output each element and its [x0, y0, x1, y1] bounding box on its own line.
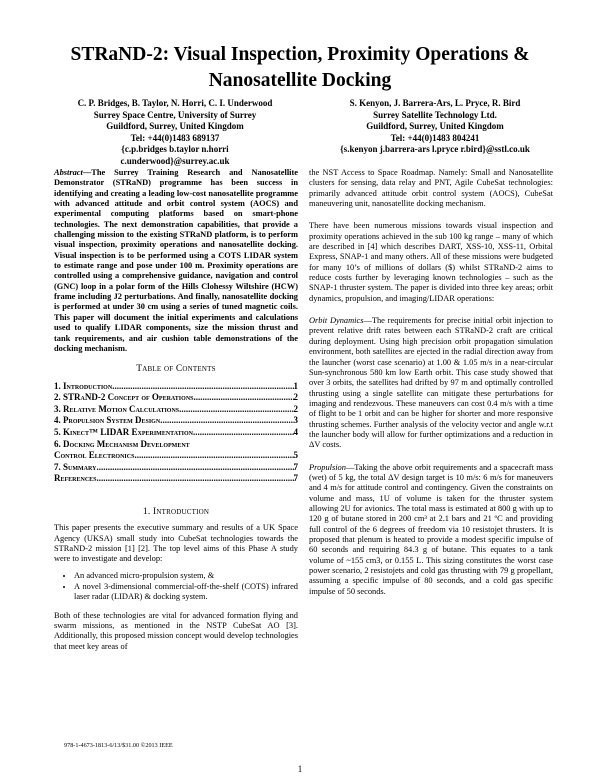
body-paragraph: There have been numerous missions towards visual inspection and proximity operations achieved in the sub 100 kg range – many of which are described in [4] which describes DART, XSS-10, XSS-11, Orbital Express, SNAP-1 and many others. All of these missions were budgeted for many 10’s of millions of dollars ($) whilst STRaND-2 aims to reduce costs further by leveraging known technologies – such as the SNAP-1 thruster system. The paper is divided into three key areas; orbit dynamics, propulsion, and imaging/LIDAR operations: — [309, 221, 553, 303]
author-email: {s.kenyon j.barrera-ars l.pryce r.bird}@sstl.co.uk — [340, 144, 530, 155]
toc-entry[interactable]: 3. Relative Motion Calculations ..... 2 — [54, 404, 298, 416]
author-names: S. Kenyon, J. Barrera-Ars, L. Pryce, R. Bird — [349, 98, 521, 108]
author-names: C. P. Bridges, B. Taylor, N. Horri, C. I. Underwood — [77, 98, 273, 108]
list-item: • An advanced micro-propulsion system, & — [74, 571, 298, 581]
toc-heading: Table of Contents — [136, 364, 216, 375]
author-affiliation: Surrey Satellite Technology Ltd. — [373, 109, 497, 120]
intro-paragraph: Both of these technologies are vital for advanced formation flying and swarm missions, as mentioned in the NSTP CubeSat AO [3]. Additionally, this proposed mission concept would develop technologies that meet key areas of — [54, 610, 298, 651]
author-email: c.underwood}@surrey.ac.uk — [120, 155, 230, 166]
left-column — [54, 168, 298, 658]
intro-bullet-list — [54, 571, 298, 603]
toc-entry[interactable]: 1. Introduction ..... 1 — [54, 381, 298, 393]
orbit-dynamics-paragraph: Orbit Dynamics—The requirements for precise initial orbit injection to prevent relative drift rates between each STRaND-2 craft are critical during deployment. Using high precision orbit propagation simulation environment, both satellites are ejected in the radial direction away from the launcher (worst case scenario) at 1.00 & 1.05 m/s in a near-circular Sun-synchronous 580 km low Earth orbit. This case study showed that over 3 orbits, the satellites had drifted by 97 m and optimally controlled thrusting using a single satellite can mitigate these perturbations for imaging and rendezvous. These maneuvers can cost 0.4 m/s with a time of flight to be 1 orbit and can be higher for shorter and more responsive thrusting schemes. Further analysis of the velocity vector and angle w.r.t the launcher body will allow for further optimizations and a reduction in ΔV costs. — [309, 316, 553, 450]
toc-entry[interactable]: 2. STRaND-2 Concept of Operations ..... 2 — [54, 392, 298, 404]
page-number: 1 — [297, 764, 303, 774]
toc-entry[interactable]: References ..... 7 — [54, 473, 298, 485]
intro-paragraph: This paper presents the executive summary and results of a UK Space Agency (UKSA) small study into CubeSat technologies towards the STRaND-2 mission [1] [2]. The top level aims of this Phase A study were to investigate and develop: — [54, 523, 298, 564]
paper-title: STRaND-2: Visual Inspection, Proximity Operations & Nanosatellite Docking — [70, 44, 530, 91]
author-telephone: Tel: +44(0)1483 689137 — [130, 132, 220, 143]
abstract — [54, 168, 298, 354]
toc-entry[interactable]: 4. Propulsion System Design ..... 3 — [54, 415, 298, 427]
toc-entry[interactable]: Control Electronics ..... 5 — [54, 450, 298, 462]
toc-entry[interactable]: 7. Summary ..... 7 — [54, 462, 298, 474]
body-paragraph: the NST Access to Space Roadmap. Namely: Small and Nanosatellite clusters for sensing, data relay and PNT, Agile CubeSat technologies: primarily advanced attitude orbit control system (AOCS), CubeSat maneuvering unit, nanosatellite docking mechanism. — [309, 168, 553, 209]
right-column — [309, 168, 553, 603]
author-telephone: Tel: +44(0)1483 804241 — [390, 132, 480, 143]
run-in-heading: Propulsion — [309, 462, 346, 472]
author-address: Guildford, Surrey, United Kingdom — [366, 121, 504, 132]
table-of-contents — [54, 381, 298, 485]
section-heading-introduction: 1. Introduction — [142, 506, 210, 517]
copyright-footer: 978-1-4673-1813-6/13/$31.00 ©2013 IEEE — [64, 742, 173, 749]
list-item: • A novel 3-dimensional commercial-off-the-shelf (COTS) infrared laser radar (LIDAR) & docking system. — [74, 582, 298, 603]
author-email: {c.p.bridges b.taylor n.horri — [121, 144, 229, 155]
propulsion-paragraph: Propulsion—Taking the above orbit requirements and a spacecraft mass (wet) of 5 kg, the total ΔV design target is 10 m/s: 6 m/s for maneuvers and 4 m/s for attitude control and contingency. Given the constraints on volume and mass, 1U of volume is taken for the thruster system allowing 2U for avionics. The total mass is estimated at 800 g with up to 120 g of butane stored in 200 cm³ at 2.1 bars and 21 ºC and providing full control of the 6 degrees of freedom via 10 resistojet thrusters. It is proposed that plenum is heated to provide a modest specific impulse of 60 seconds and requiring 84.3 g of butane. This equates to a tank volume of ~155 cm3, or 0.155 L. This sizing constitutes the worst case power scenario, 2 resistojets and cold gas thrusting with 79 g propellant, assuming a specific impulse of 80 seconds, and a cold gas specific impulse of 50 seconds. — [309, 462, 553, 596]
author-address: Guildford, Surrey, United Kingdom — [106, 121, 244, 132]
author-affiliation: Surrey Space Centre, University of Surrey — [93, 109, 257, 120]
abstract-text: —The Surrey Training Research and Nanosatellite Demonstrator (STRaND) programme has been success in identifying and creating a leading low-cost nanosatellite programme with advanced attitude and orbit control system (AOCS) and experimental computing platforms based on smart-phone technologies. The next demonstration capabilities, that provide a challenging mission to the existing STRaND platform, is to perform visual inspection, proximity operations and nanosatellite docking. Visual inspection is to be performed using a COTS LIDAR system to estimate range and pose under 100 m. Proximity operations are controlled using a comprehensive guidance, navigation and control (GNC) loop in a polar form of the Hills Clohessy Wiltshire (HCW) frame including J2 perturbations. And finally, nanosatellite docking is performed at under 30 cm using a series of tuned magnetic coils. This paper will document the initial experiments and calculations used to qualify LIDAR components, size the mission thrust and tank requirements, and air cushion table demonstrations of the docking mechanism. — [54, 168, 298, 353]
abstract-label: Abstract — [54, 168, 83, 177]
author-block-left — [40, 98, 310, 168]
run-in-heading: Orbit Dynamics — [309, 316, 364, 326]
author-block-right — [300, 98, 570, 156]
toc-entry[interactable]: 6. Docking Mechanism Development — [54, 438, 190, 449]
toc-entry[interactable]: 5. Kinect™ LIDAR Experimentation ..... 4 — [54, 427, 298, 439]
